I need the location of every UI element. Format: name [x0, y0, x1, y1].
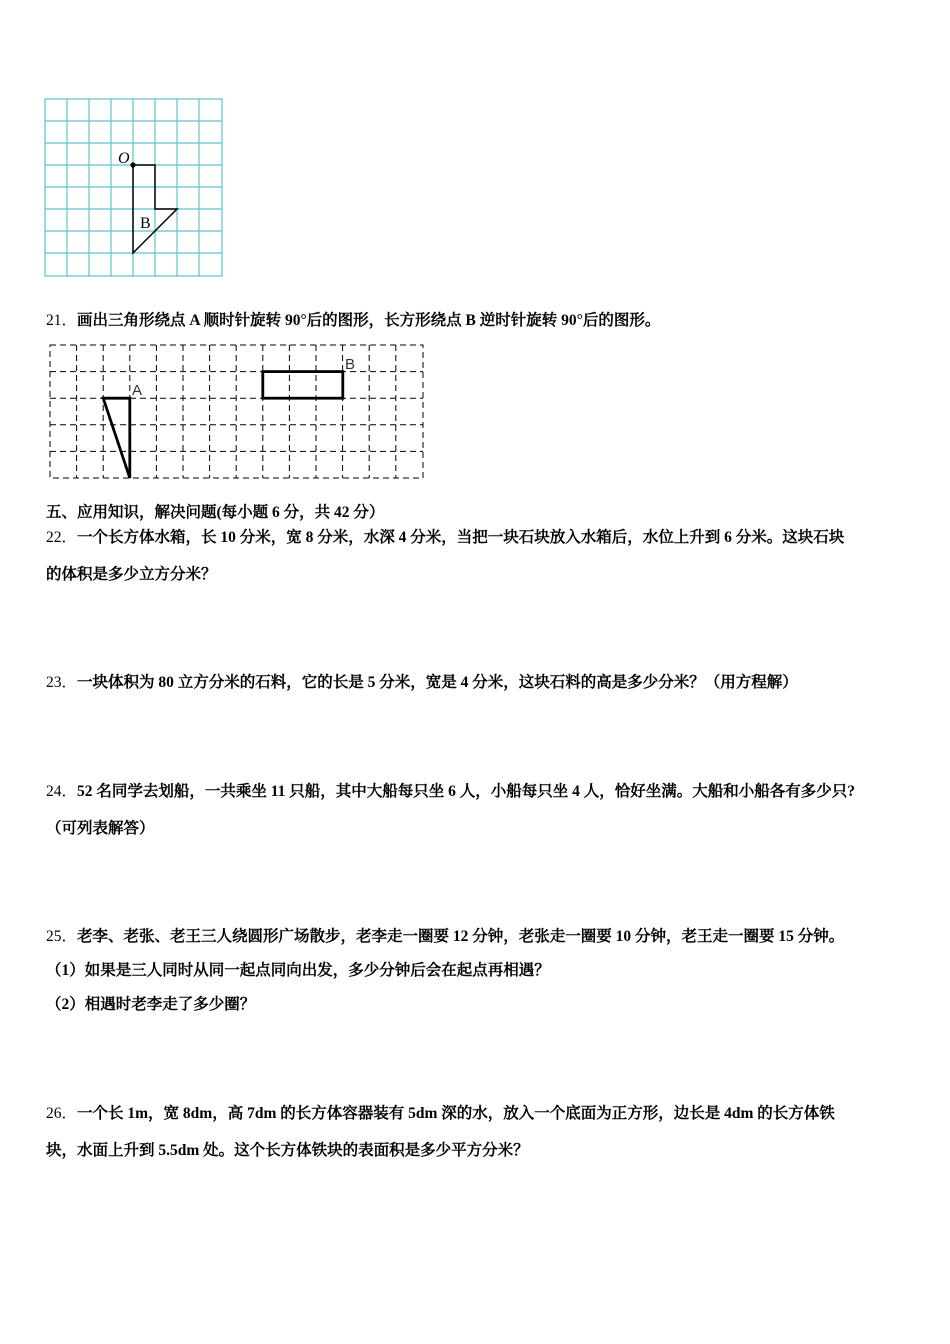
- question-number: 25．: [46, 928, 78, 945]
- point-b-label: B: [345, 356, 356, 373]
- question-24: [46, 782, 855, 802]
- question-25-sub1: （1）如果是三人同时从同一起点同向出发，多少分钟后会在起点再相遇？: [46, 962, 550, 979]
- question-22: [46, 528, 844, 548]
- question-26: [46, 1104, 835, 1124]
- question-text: 画出三角形绕点 A 顺时针旋转 90°后的图形，长方形绕点 B 逆时针旋转 90°后的图形。: [77, 312, 661, 329]
- dashed-grid-figure: [48, 343, 426, 483]
- question-22-line2: 的体积是多少立方分米？: [46, 566, 217, 583]
- question-text-line1: 老李、老张、老王三人绕圆形广场散步，老李走一圈要 12 分钟，老张走一圈要 10 分钟，老王走一圈要 15 分钟。: [77, 928, 845, 945]
- question-text-line1: 一块体积为 80 立方分米的石料，它的长是 5 分米，宽是 4 分米，这块石料的高是多少分米？（用方程解）: [77, 674, 798, 691]
- question-text-line1: 一个长方体水箱，长 10 分米，宽 8 分米，水深 4 分米，当把一块石块放入水箱后，水位上升到 6 分米。这块石块: [77, 529, 845, 546]
- question-26-line2: 块，水面上升到 5.5dm 处。这个长方体铁块的表面积是多少平方分米？: [46, 1142, 529, 1159]
- label-b: B: [140, 215, 151, 232]
- point-o-dot: [130, 162, 135, 167]
- point-o-label: O: [118, 150, 130, 167]
- section-title: 五、应用知识，解决问题(每小题 6 分，共 42 分）: [46, 504, 385, 521]
- dashed-grid: [50, 345, 423, 478]
- question-number: 22．: [46, 529, 78, 546]
- question-24-line2: （可列表解答）: [46, 820, 155, 837]
- rectangle-shape: [263, 372, 343, 399]
- point-a-label: A: [132, 382, 143, 399]
- question-21: [46, 311, 660, 331]
- question-25-sub2: （2）相遇时老李走了多少圈？: [46, 996, 256, 1013]
- triangle-shape: [103, 398, 130, 478]
- question-number: 26．: [46, 1105, 78, 1122]
- question-text-line1: 52 名同学去划船，一共乘坐 11 只船，其中大船每只坐 6 人，小船每只坐 4 人，恰好坐满。大船和小船各有多少只?: [77, 783, 856, 800]
- question-23: [46, 673, 798, 693]
- question-25: [46, 927, 844, 947]
- question-number: 24．: [46, 783, 78, 800]
- question-text-line1: 一个长 1m，宽 8dm，高 7dm 的长方体容器装有 5dm 深的水，放入一个底面为正方形，边长是 4dm 的长方体铁: [77, 1105, 835, 1122]
- rotation-grid-figure: [44, 98, 224, 278]
- question-number: 23．: [46, 674, 78, 691]
- question-number: 21．: [46, 312, 78, 329]
